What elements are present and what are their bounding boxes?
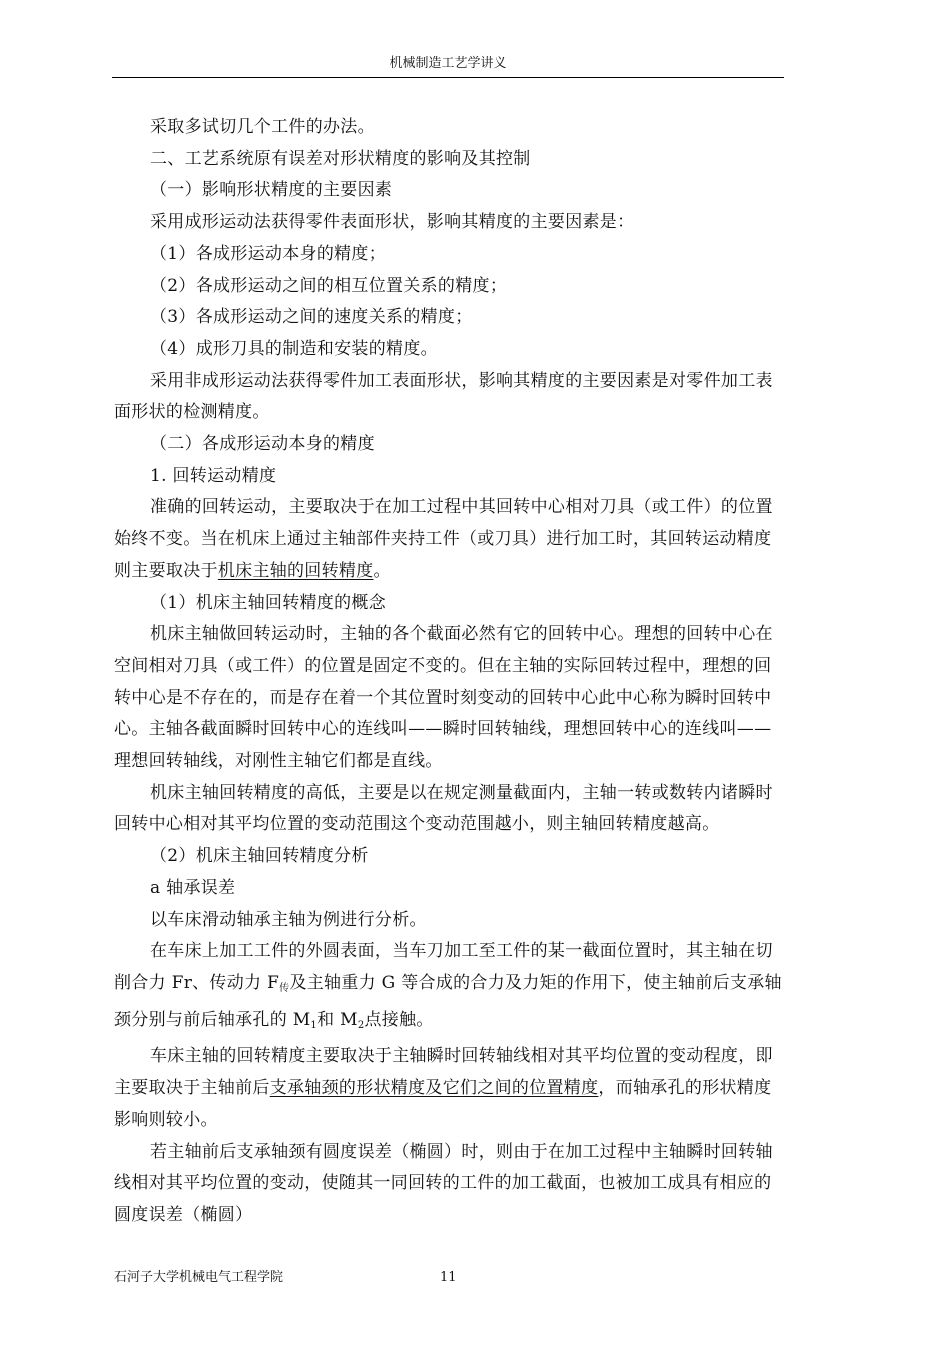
text-line: 以车床滑动轴承主轴为例进行分析。 [150, 909, 427, 930]
subscript: 1 [310, 1019, 318, 1031]
subsection-heading: （1）机床主轴回转精度的概念 [150, 592, 387, 613]
subsection-heading: （二）各成形运动本身的精度 [150, 434, 375, 455]
paragraph-text: 在车床上加工工件的外圆表面，当车刀加工至工件的某一截面位置时，其主轴在切削合力 Fr、传动力 F [114, 941, 773, 993]
paragraph: 采用非成形运动法获得零件加工表面形状，影响其精度的主要因素是对零件加工表面形状的检测精度。 [114, 370, 773, 423]
paragraph: 机床主轴做回转运动时，主轴的各个截面必然有它的回转中心。理想的回转中心在空间相对刀具（或工件）的位置是固定不变的。但在主轴的实际回转过程中，理想的回转中心是不存在的，而是存在着一个其位置时刻变动的回转中心此中心称为瞬时回转中心。主轴各截面瞬时回转中心的连线叫——瞬时回转轴线，理想回转中心的连线叫——理想回转轴线，对刚性主轴它们都是直线。 [114, 624, 773, 772]
subsection-heading: （2）机床主轴回转精度分析 [150, 846, 369, 867]
paragraph [114, 1041, 782, 1136]
paragraph [114, 492, 782, 587]
paragraph-text: 和 M [317, 1009, 358, 1030]
text-line: 采取多试切几个工件的办法。 [150, 117, 375, 137]
list-item: （1）各成形运动本身的精度； [150, 243, 387, 264]
paragraph-text: 点接触。 [364, 1009, 434, 1030]
underlined-term: 支承轴颈的形状精度及它们之间的位置精度 [269, 1078, 599, 1099]
subscript: 2 [357, 1019, 365, 1031]
page-number: 11 [440, 1270, 457, 1285]
footer-institution: 石河子大学机械电气工程学院 [114, 1270, 284, 1285]
paragraph-text: ，而轴承孔的形状精度影响则较小。 [114, 1078, 772, 1130]
section-heading: 二、工艺系统原有误差对形状精度的影响及其控制 [150, 148, 531, 169]
page-header: 机械制造工艺学讲义 [389, 56, 507, 71]
document-body [114, 112, 782, 1232]
subsection-heading: （一）影响形状精度的主要因素 [150, 180, 393, 201]
list-item: （4）成形刀具的制造和安装的精度。 [150, 338, 438, 359]
subscript: 传 [279, 982, 290, 994]
paragraph-text: 准确的回转运动，主要取决于在加工过程中其回转中心相对刀具（或工件）的位置始终不变。当在机床上通过主轴部件夹持工件（或刀具）进行加工时，其回转运动精度则主要取决于 [114, 497, 773, 581]
subsection-heading: a 轴承误差 [150, 877, 236, 898]
list-item: （3）各成形运动之间的速度关系的精度； [150, 307, 473, 328]
paragraph-text: 及主轴重力 G 等合成的合力及力矩的作用下，使主轴前后支承轴颈分别与前后轴承孔的 M [114, 972, 782, 1030]
text-line: 采用成形运动法获得零件表面形状，影响其精度的主要因素是： [150, 212, 635, 233]
paragraph-text: 车床主轴的回转精度主要取决于主轴瞬时回转轴线相对其平均位置的变动程度，即主要取决于主轴前后 [114, 1046, 773, 1099]
paragraph-text: 。 [373, 560, 391, 581]
underlined-term: 机床主轴的回转精度 [217, 560, 374, 581]
paragraph [114, 936, 782, 1041]
subsection-heading: 1. 回转运动精度 [150, 465, 277, 486]
paragraph: 机床主轴回转精度的高低，主要是以在规定测量截面内，主轴一转或数转内诸瞬时回转中心相对其平均位置的变动范围这个变动范围越小，则主轴回转精度越高。 [114, 782, 773, 835]
paragraph: 若主轴前后支承轴颈有圆度误差（椭圆）时，则由于在加工过程中主轴瞬时回转轴线相对其平均位置的变动，使随其一同回转的工件的加工截面，也被加工成具有相应的圆度误差（椭圆） [114, 1141, 773, 1225]
list-item: （2）各成形运动之间的相互位置关系的精度； [150, 275, 508, 296]
header-rule [112, 77, 784, 78]
